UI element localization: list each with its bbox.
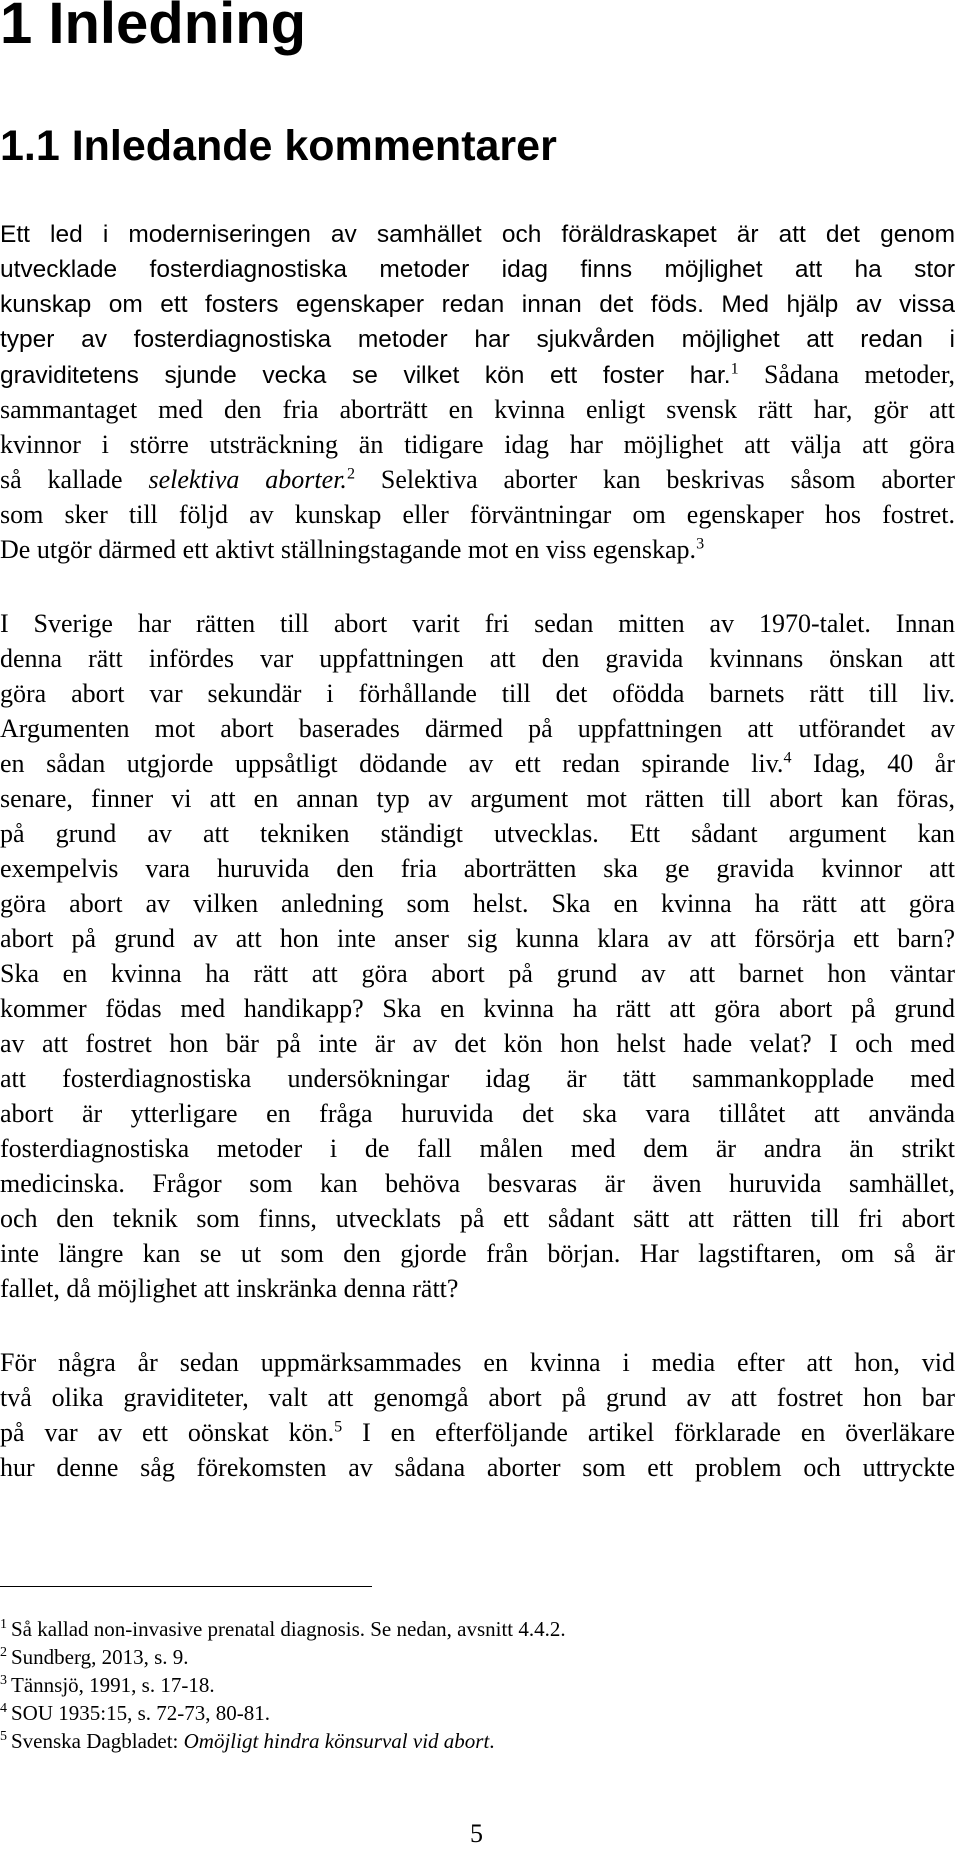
footnote-number: 5	[0, 1729, 7, 1744]
footnote-number: 4	[0, 1701, 7, 1716]
line-text: I en efterföljande artikel förklarade en överläkare	[342, 1418, 955, 1447]
paragraph-line	[0, 1415, 955, 1450]
paragraph-line: I Sverige har rätten till abort varit fri sedan mitten av 1970-talet. Innan	[0, 609, 955, 638]
paragraph-line: kunskap om ett fosters egenskaper redan innan det föds. Med hjälp av vissa	[0, 291, 955, 318]
paragraph-line: För några år sedan uppmärksammades en kvinna i media efter att hon, vid	[0, 1348, 955, 1377]
footnote-text: Så kallad non-invasive prenatal diagnosis. Se nedan, avsnitt 4.4.2.	[11, 1617, 566, 1641]
footnote-number: 3	[0, 1673, 7, 1688]
paragraph-line: som sker till följd av kunskap eller förväntningar om egenskaper hos fostret.	[0, 500, 955, 529]
section-heading: 1.1 Inledande kommentarer	[0, 122, 557, 170]
paragraph-line: fosterdiagnostiska metoder i de fall målen med dem är andra än strikt	[0, 1134, 955, 1163]
paragraph-line: på grund av att tekniken ständigt utvecklas. Ett sådant argument kan	[0, 819, 955, 848]
paragraph-line	[0, 357, 955, 396]
paragraph-line: abort är ytterligare en fråga huruvida det ska vara tillåtet att använda	[0, 1099, 955, 1128]
footnote-ref: 1	[730, 360, 739, 378]
paragraph-line: senare, finner vi att en annan typ av argument mot rätten till abort kan föras,	[0, 784, 955, 813]
paragraph-line: sammantaget med den fria aborträtt en kvinna enligt svensk rätt har, gör att	[0, 395, 955, 424]
paragraph-line: av att fostret hon bär på inte är av det kön hon helst hade velat? I och med	[0, 1029, 955, 1058]
footnote-italic-title: Omöjligt hindra könsurval vid abort	[183, 1729, 490, 1753]
footnote-ref: 3	[696, 535, 705, 553]
paragraph-line	[0, 462, 955, 497]
footnote-text: Sundberg, 2013, s. 9.	[11, 1645, 189, 1669]
page-number: 5	[470, 1819, 483, 1848]
footnote	[0, 1671, 215, 1699]
paragraph-line	[0, 746, 955, 781]
chapter-heading: 1 Inledning	[0, 0, 307, 56]
line-text: så kallade	[0, 465, 149, 494]
paragraph-line: abort på grund av att hon inte anser sig kunna klara av att försörja ett barn?	[0, 924, 955, 953]
footnote-ref: 5	[334, 1418, 343, 1436]
footnote-text: .	[489, 1729, 495, 1753]
paragraph-line: typer av fosterdiagnostiska metoder har sjukvården möjlighet att redan i	[0, 326, 955, 353]
paragraph-line: göra abort var sekundär i förhållande till det ofödda barnets rätt till liv.	[0, 679, 955, 708]
paragraph-line: två olika graviditeter, valt att genomgå abort på grund av att fostret hon bar	[0, 1383, 955, 1412]
paragraph-line: exempelvis vara huruvida den fria aborträtten ska ge gravida kvinnor att	[0, 854, 955, 883]
paragraph-line: denna rätt infördes var uppfattningen att den gravida kvinnans önskan att	[0, 644, 955, 673]
line-text: Selektiva aborter kan beskrivas såsom aborter	[355, 465, 955, 494]
footnote	[0, 1615, 566, 1643]
paragraph-line: Ett led i moderniseringen av samhället och föräldraskapet är att det genom	[0, 221, 955, 248]
line-text: en sådan utgjorde uppsåtligt dödande av ett redan spirande liv.	[0, 749, 784, 778]
paragraph-line: kommer födas med handikapp? Ska en kvinna ha rätt att göra abort på grund	[0, 994, 955, 1023]
paragraph-line: kvinnor i större utsträckning än tidigare idag har möjlighet att välja att göra	[0, 430, 955, 459]
footnote-text: Tännsjö, 1991, s. 17-18.	[11, 1673, 215, 1697]
line-text: De utgör därmed ett aktivt ställningstagande mot en viss egenskap.	[0, 535, 697, 564]
line-text: på var av ett oönskat kön.	[0, 1418, 335, 1447]
footnote-ref: 4	[783, 749, 792, 767]
footnote	[0, 1643, 189, 1671]
paragraph-line	[0, 532, 955, 567]
paragraph-line: medicinska. Frågor som kan behöva besvaras är även huruvida samhället,	[0, 1169, 955, 1198]
paragraph-line: och den teknik som finns, utvecklats på ett sådant sätt att rätten till fri abort	[0, 1204, 955, 1233]
line-text: Idag, 40 år	[791, 749, 955, 778]
footnote-text: SOU 1935:15, s. 72-73, 80-81.	[11, 1701, 271, 1725]
paragraph-line: fallet, då möjlighet att inskränka denna rätt?	[0, 1274, 459, 1303]
line-text: Sådana metoder,	[738, 360, 955, 389]
footnote	[0, 1699, 270, 1727]
footnote-text: Svenska Dagbladet:	[11, 1729, 184, 1753]
line-text: graviditetens sjunde vecka se vilket kön ett foster har.	[0, 362, 731, 389]
paragraph-line: att fosterdiagnostiska undersökningar idag är tätt sammankopplade med	[0, 1064, 955, 1093]
footnote	[0, 1727, 495, 1755]
paragraph-line: hur denne såg förekomsten av sådana aborter som ett problem och uttryckte	[0, 1453, 955, 1482]
paragraph-line: Argumenten mot abort baserades därmed på uppfattningen att utförandet av	[0, 714, 955, 743]
paragraph-line: utvecklade fosterdiagnostiska metoder idag finns möjlighet att ha stor	[0, 256, 955, 283]
footnote-number: 1	[0, 1617, 7, 1632]
paragraph-line: göra abort av vilken anledning som helst. Ska en kvinna ha rätt att göra	[0, 889, 955, 918]
paragraph-line: Ska en kvinna ha rätt att göra abort på grund av att barnet hon väntar	[0, 959, 955, 988]
footnote-separator	[0, 1586, 372, 1587]
footnote-ref: 2	[346, 465, 355, 483]
italic-term: selektiva aborter.	[148, 465, 347, 494]
footnote-number: 2	[0, 1645, 7, 1660]
paragraph-line: inte längre kan se ut som den gjorde från början. Har lagstiftaren, om så är	[0, 1239, 955, 1268]
